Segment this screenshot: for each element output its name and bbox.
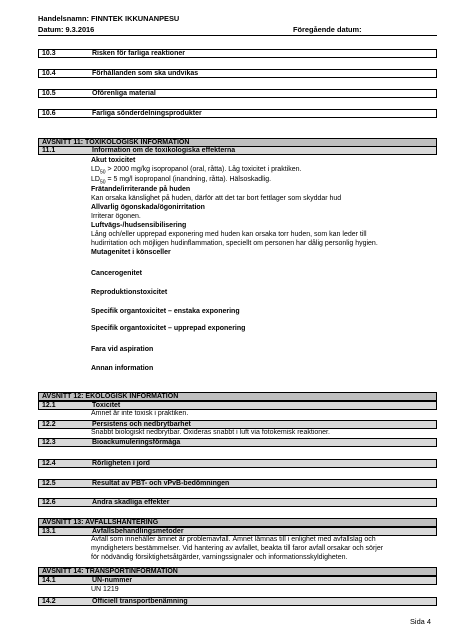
section-title: Rörligheten i jord — [92, 460, 150, 467]
section-13-1 — [38, 527, 437, 536]
section-number: 12.2 — [42, 421, 56, 428]
section-title: Bioackumuleringsförmåga — [92, 439, 181, 446]
waste-text-1: Avfall som innehåller ämnet är problemavfall. Ämnet lämnas till i enlighet med avfallslag och — [91, 536, 376, 543]
section-number: 12.5 — [42, 480, 56, 487]
eye-damage-text: Irriterar ögonen. — [91, 213, 141, 220]
other-information-heading: Annan information — [91, 365, 154, 372]
section-title: Avfallsbehandlingsmetoder — [92, 528, 184, 535]
section-12-3 — [38, 438, 437, 447]
section-number: 12.6 — [42, 499, 56, 506]
waste-text-3: för nödvändig försiktighetsåtgärder, varningssignaler och informationsskyldigheten. — [91, 554, 348, 561]
section-12-5 — [38, 479, 437, 488]
section-number: 13.1 — [42, 528, 56, 535]
section-10-6 — [38, 109, 437, 118]
section-number: 12.4 — [42, 460, 56, 467]
section-title: Oförenliga material — [92, 90, 156, 97]
section-title: Andra skadliga effekter — [92, 499, 170, 506]
section-number: 10.5 — [42, 90, 56, 97]
acute-toxicity-heading: Akut toxicitet — [91, 157, 136, 164]
section-10-3 — [38, 49, 437, 58]
section-number: 10.6 — [42, 110, 56, 117]
section-number: 14.1 — [42, 577, 56, 584]
section-10-4 — [38, 69, 437, 78]
trade-name: Handelsnamn: FINNTEK IKKUNANPESU — [38, 14, 180, 23]
skin-corrosion-heading: Frätande/irriterande på huden — [91, 186, 191, 193]
un-number-text: UN 1219 — [91, 586, 119, 593]
eye-damage-heading: Allvarlig ögonskada/ögonirritation — [91, 204, 205, 211]
section-14-1 — [38, 576, 437, 585]
section-title: Information om de toxikologiska effekterna — [92, 147, 236, 154]
document-date: Datum: 9.3.2016 — [38, 25, 95, 34]
section-13-heading: AVSNITT 13: AVFALLSHANTERING — [38, 518, 437, 527]
section-title: Resultat av PBT- och vPvB-bedömningen — [92, 480, 230, 487]
sensitisation-text-1: Lång och/eller upprepad exponering med huden kan orsaka torr huden, som kan leder till — [91, 231, 367, 238]
section-title: Toxicitet — [92, 402, 121, 409]
header-rule — [38, 35, 437, 36]
section-12-heading: AVSNITT 12: EKOLOGISK INFORMATION — [38, 392, 437, 401]
section-title: Risken för farliga reaktioner — [92, 50, 185, 57]
section-10-5 — [38, 89, 437, 98]
section-number: 12.3 — [42, 439, 56, 446]
section-14-2 — [38, 597, 437, 606]
sensitisation-heading: Luftvägs-/hudsensibilisering — [91, 222, 187, 229]
section-title: Farliga sönderdelningsprodukter — [92, 110, 202, 117]
section-number: 10.3 — [42, 50, 56, 57]
aspiration-heading: Fara vid aspiration — [91, 346, 154, 353]
stot-single-heading: Specifik organtoxicitet – enstaka exponering — [91, 308, 240, 315]
ld50-inhalation: $LD_{50} = 5$ mg/l isopropanol (inandning, råtta). Hälsoskadlig. — [91, 176, 272, 186]
ld50-oral: $LD_{50} > 2000$ mg/kg isopropanol (oral, råtta). Låg toxicitet i praktiken. — [91, 166, 302, 176]
section-12-4 — [38, 459, 437, 468]
section-12-6 — [38, 498, 437, 507]
section-number: 14.2 — [42, 598, 56, 605]
persistence-text: Snabbt biologiskt nedbrytbar. Oxideras snabbt i luft via fotokemisk reaktioner. — [91, 429, 330, 436]
section-title: UN-nummer — [92, 577, 133, 584]
section-12-1 — [38, 401, 437, 410]
sensitisation-text-2: hudirritation och möjligen hudinflammation, speciellt om personen har dålig personlig hygien. — [91, 240, 378, 247]
section-11-heading: AVSNITT 11: TOXIKOLOGISK INFORMATION — [38, 138, 437, 147]
section-number: 11.1 — [42, 147, 56, 154]
section-title: Officiell transportbenämning — [92, 598, 188, 605]
section-12-2 — [38, 420, 437, 429]
stot-repeated-heading: Specifik organtoxicitet – upprepad exponering — [91, 325, 246, 332]
skin-corrosion-text: Kan orsaka känslighet på huden, därför att det tar bort fettlager som skyddar hud — [91, 195, 342, 202]
mutagenicity-heading: Mutagenitet i könsceller — [91, 249, 171, 256]
section-number: 10.4 — [42, 70, 56, 77]
section-14-heading: AVSNITT 14: TRANSPORTINFORMATION — [38, 567, 437, 576]
section-title: Persistens och nedbrytbarhet — [92, 421, 191, 428]
section-number: 12.1 — [42, 402, 56, 409]
previous-date: Föregående datum: — [293, 25, 362, 34]
section-11-1 — [38, 146, 437, 155]
waste-text-2: myndigheters bestämmelser. Vid hantering av avfallet, beakta till faror avfall orsakar och sörjer — [91, 545, 384, 552]
page-number: Sida 4 — [410, 617, 431, 626]
carcinogenicity-heading: Cancerogenitet — [91, 270, 142, 277]
section-title: Förhållanden som ska undvikas — [92, 70, 199, 77]
reproductive-toxicity-heading: Reproduktionstoxicitet — [91, 289, 168, 296]
toxicity-text: Ämnet är inte toxisk i praktiken. — [91, 410, 189, 417]
